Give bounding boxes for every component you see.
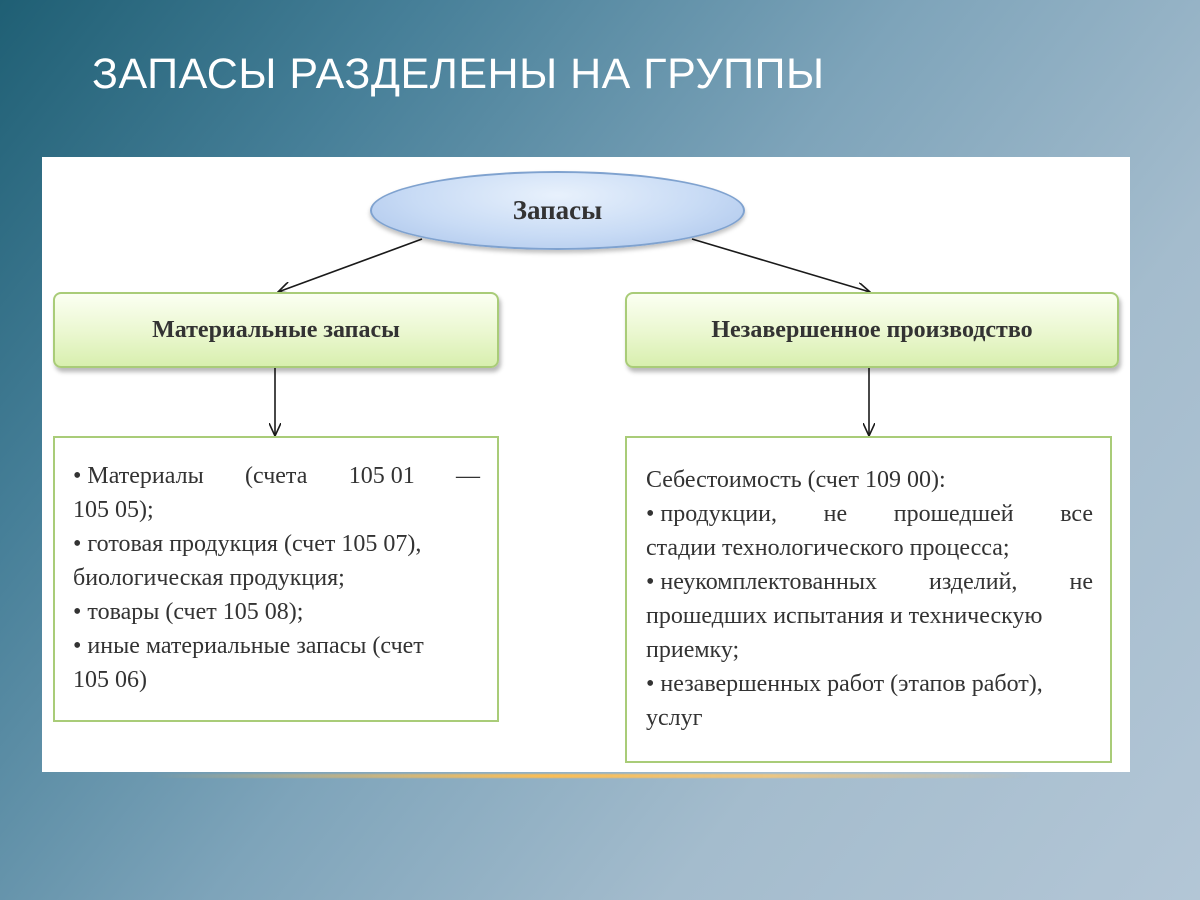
detail-word: — [456, 463, 480, 489]
detail-line: услуг [646, 705, 703, 731]
category-work-in-progress-label: Незавершенное производство [711, 316, 1033, 343]
detail-line: прошедших испытания и техническую [646, 603, 1043, 629]
detail-line: • готовая продукция (счет 105 07), [73, 531, 422, 557]
category-material-stocks-label: Материальные запасы [152, 316, 400, 343]
detail-line [646, 497, 1093, 531]
work-in-progress-details [625, 436, 1112, 763]
detail-line: приемку; [646, 637, 740, 663]
detail-line: 105 05); [73, 497, 154, 523]
diagram-panel [42, 157, 1130, 772]
detail-word: изделий, [929, 569, 1018, 595]
decorative-glow-line [150, 774, 1030, 778]
root-node-label: Запасы [512, 195, 603, 225]
detail-line: биологическая продукция; [73, 565, 345, 591]
detail-line: 105 06) [73, 667, 147, 693]
detail-word: все [1060, 501, 1093, 527]
detail-word: прошедшей [893, 501, 1014, 527]
detail-line: • иные материальные запасы (счет [73, 633, 424, 659]
detail-line: стадии технологического процесса; [646, 535, 1010, 561]
detail-line [73, 459, 480, 493]
detail-word: • неукомплектованных [646, 569, 877, 595]
arrow-root-to-right [692, 239, 870, 292]
detail-word: • продукции, [646, 501, 777, 527]
root-node [370, 171, 745, 250]
category-work-in-progress [625, 292, 1119, 368]
detail-word: (счета [245, 463, 308, 489]
category-material-stocks [53, 292, 499, 368]
detail-line: Себестоимость (счет 109 00): [646, 467, 946, 493]
detail-word: 105 01 [348, 463, 415, 489]
detail-word: не [1069, 569, 1093, 595]
detail-word: не [823, 501, 848, 527]
detail-word: • Материалы [73, 463, 204, 489]
arrow-root-to-left [278, 239, 422, 292]
material-stocks-details [53, 436, 499, 722]
detail-line [646, 565, 1093, 599]
detail-line: • товары (счет 105 08); [73, 599, 304, 625]
detail-line: • незавершенных работ (этапов работ), [646, 671, 1043, 697]
slide-title: ЗАПАСЫ РАЗДЕЛЕНЫ НА ГРУППЫ [92, 50, 825, 98]
